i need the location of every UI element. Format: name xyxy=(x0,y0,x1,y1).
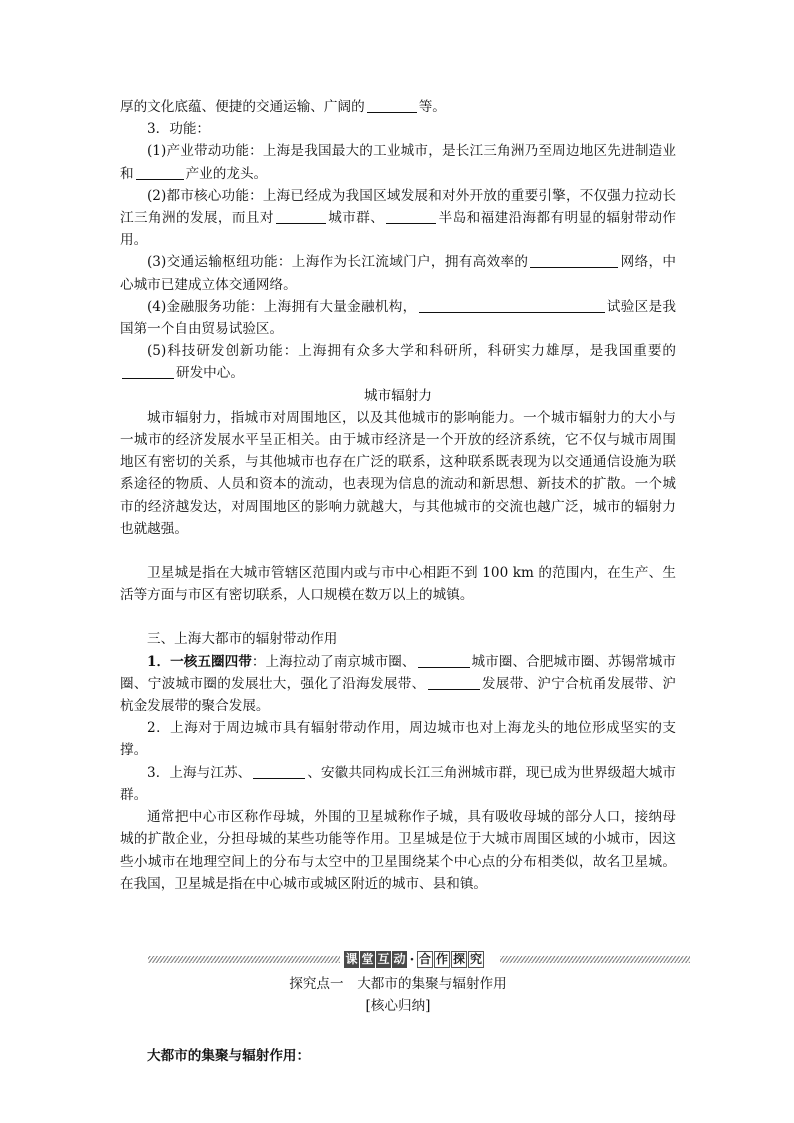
function-finance xyxy=(120,296,676,340)
text-segment: 城市圈、合肥城市圈、苏锡常城市圈、宁波城市圈的发展壮大，强化了沿海发展带、 xyxy=(120,653,676,692)
fill-blank[interactable] xyxy=(418,653,470,668)
fill-blank[interactable] xyxy=(428,675,480,690)
item-1-keyword: 1．一核五圈四带 xyxy=(147,653,252,670)
text-segment: 发展带、沪宁合杭甬发展带、沪杭金发展带的聚合发展。 xyxy=(120,675,677,715)
fill-blank[interactable] xyxy=(136,165,184,180)
text-segment: 网络，中心城市已建成立体交通网络。 xyxy=(120,254,676,293)
section-3-item-1 xyxy=(120,651,676,718)
banner-label xyxy=(344,951,484,969)
fill-blank[interactable] xyxy=(253,764,305,779)
section-3-item-3 xyxy=(120,762,676,806)
text-segment: 、安徽共同构成长江三角洲城市群，现已成为世界级超大城市群。 xyxy=(120,764,677,803)
text-segment: (2)都市核心功能：上海已经成为我国区域发展和对外开放的重要引擎，不仅强力拉动长江三角洲的发展，而且对 xyxy=(120,187,676,227)
text-segment: (4)金融服务功能：上海拥有大量金融机构， xyxy=(147,298,417,315)
text-segment: 试验区是我国第一个自由贸易试验区。 xyxy=(120,298,676,338)
satellite-paragraph: 卫星城是指在大城市管辖区范围内或与市中心相距不到 100 km 的范围内，在生产、生活等方面与市区有密切联系，人口规模在数万以上的城镇。 xyxy=(120,565,676,604)
section-3-item-2: 2．上海对于周边城市具有辐射带动作用，周边城市也对上海龙头的地位形成坚实的支撑。 xyxy=(120,720,676,759)
mother-city-paragraph: 通常把中心市区称作母城，外围的卫星城称作子城，具有吸收母城的部分人口，接纳母城的扩散企业，分担母城的某些功能等作用。卫星城是位于大城市周围区域的小城市，因这些小城市在地理空间上的分布与太空中的卫星围绕某个中心点的分布相类似，故名卫星城。在我国，卫星城是指在中心城市或城区附近的城市、县和镇。 xyxy=(120,809,676,892)
text-segment: 城市群、 xyxy=(327,210,385,227)
banner-stripe-right xyxy=(500,956,690,963)
text-segment: 3．上海与江苏、 xyxy=(147,764,252,781)
function-tech xyxy=(120,340,676,384)
text-segment: 研发中心。 xyxy=(176,365,244,382)
fill-blank[interactable] xyxy=(419,298,605,313)
banner-char: 作 xyxy=(435,952,448,967)
explore-title: 探究点一 大都市的集聚与辐射作用 xyxy=(289,975,507,992)
text-segment: (5)科技研发创新功能：上海拥有众多大学和科研所，科研实力雄厚，是我国重要的 xyxy=(147,343,676,360)
fill-blank[interactable] xyxy=(386,209,436,224)
section-3-title: 三、上海大都市的辐射带动作用 xyxy=(147,631,338,648)
fill-blank[interactable] xyxy=(367,98,417,113)
banner-char: 动 xyxy=(393,952,406,967)
spacer xyxy=(120,895,676,951)
spacer xyxy=(120,1017,676,1045)
text-segment: 厚的文化底蕴、便捷的交通运输、广阔的 xyxy=(120,99,365,115)
banner-char: 堂 xyxy=(361,952,374,967)
text-segment: 产业的龙头。 xyxy=(185,165,268,182)
banner-char: 互 xyxy=(377,952,390,967)
text-segment: ：上海拉动了南京城市圈、 xyxy=(251,653,416,670)
final-heading: 大都市的集聚与辐射作用： xyxy=(147,1048,311,1065)
core-summary-label: [核心归纳] xyxy=(365,998,431,1015)
fill-blank[interactable] xyxy=(530,253,618,268)
text-segment: 半岛和福建沿海都有明显的辐射带动作用。 xyxy=(120,210,677,249)
text-segment: (3)交通运输枢纽功能：上海作为长江流域门户，拥有高效率的 xyxy=(147,254,529,271)
banner-char: 究 xyxy=(469,952,482,967)
spacer xyxy=(120,540,676,562)
banner-stripe-left xyxy=(148,956,340,963)
banner-dot: · xyxy=(409,951,415,968)
text-segment: (1)产业带动功能：上海是我国最大的工业城市，是长江三角洲乃至周边地区先进制造业和 xyxy=(120,143,676,182)
banner-char: 课 xyxy=(345,952,358,967)
paragraph-culture xyxy=(120,96,676,118)
function-transport xyxy=(120,251,676,295)
function-industry xyxy=(120,140,676,184)
function-title: 3．功能： xyxy=(147,121,211,138)
banner-char: 探 xyxy=(452,952,465,967)
fill-blank[interactable] xyxy=(122,364,174,379)
function-core xyxy=(120,185,676,252)
banner-char: 合 xyxy=(418,952,431,967)
section-banner xyxy=(120,951,676,969)
text-segment: 等。 xyxy=(418,99,446,115)
radiation-heading: 城市辐射力 xyxy=(364,387,432,404)
page-content xyxy=(120,96,676,1068)
spacer xyxy=(120,606,676,628)
radiation-paragraph: 城市辐射力，指城市对周围地区，以及其他城市的影响能力。一个城市辐射力的大小与一城市的经济发展水平呈正相关。由于城市经济是一个开放的经济系统，它不仅与城市周围地区有密切的关系，与其他城市也存在广泛的联系，这种联系既表现为以交通通信设施为联系途径的物质、人员和资本的流动，也表现为信息的流动和新思想、新技术的扩散。一个城市的经济越发达，对周围地区的影响力就越大，与其他城市的交流也越广泛，城市的辐射力也就越强。 xyxy=(120,409,676,537)
fill-blank[interactable] xyxy=(276,209,326,224)
